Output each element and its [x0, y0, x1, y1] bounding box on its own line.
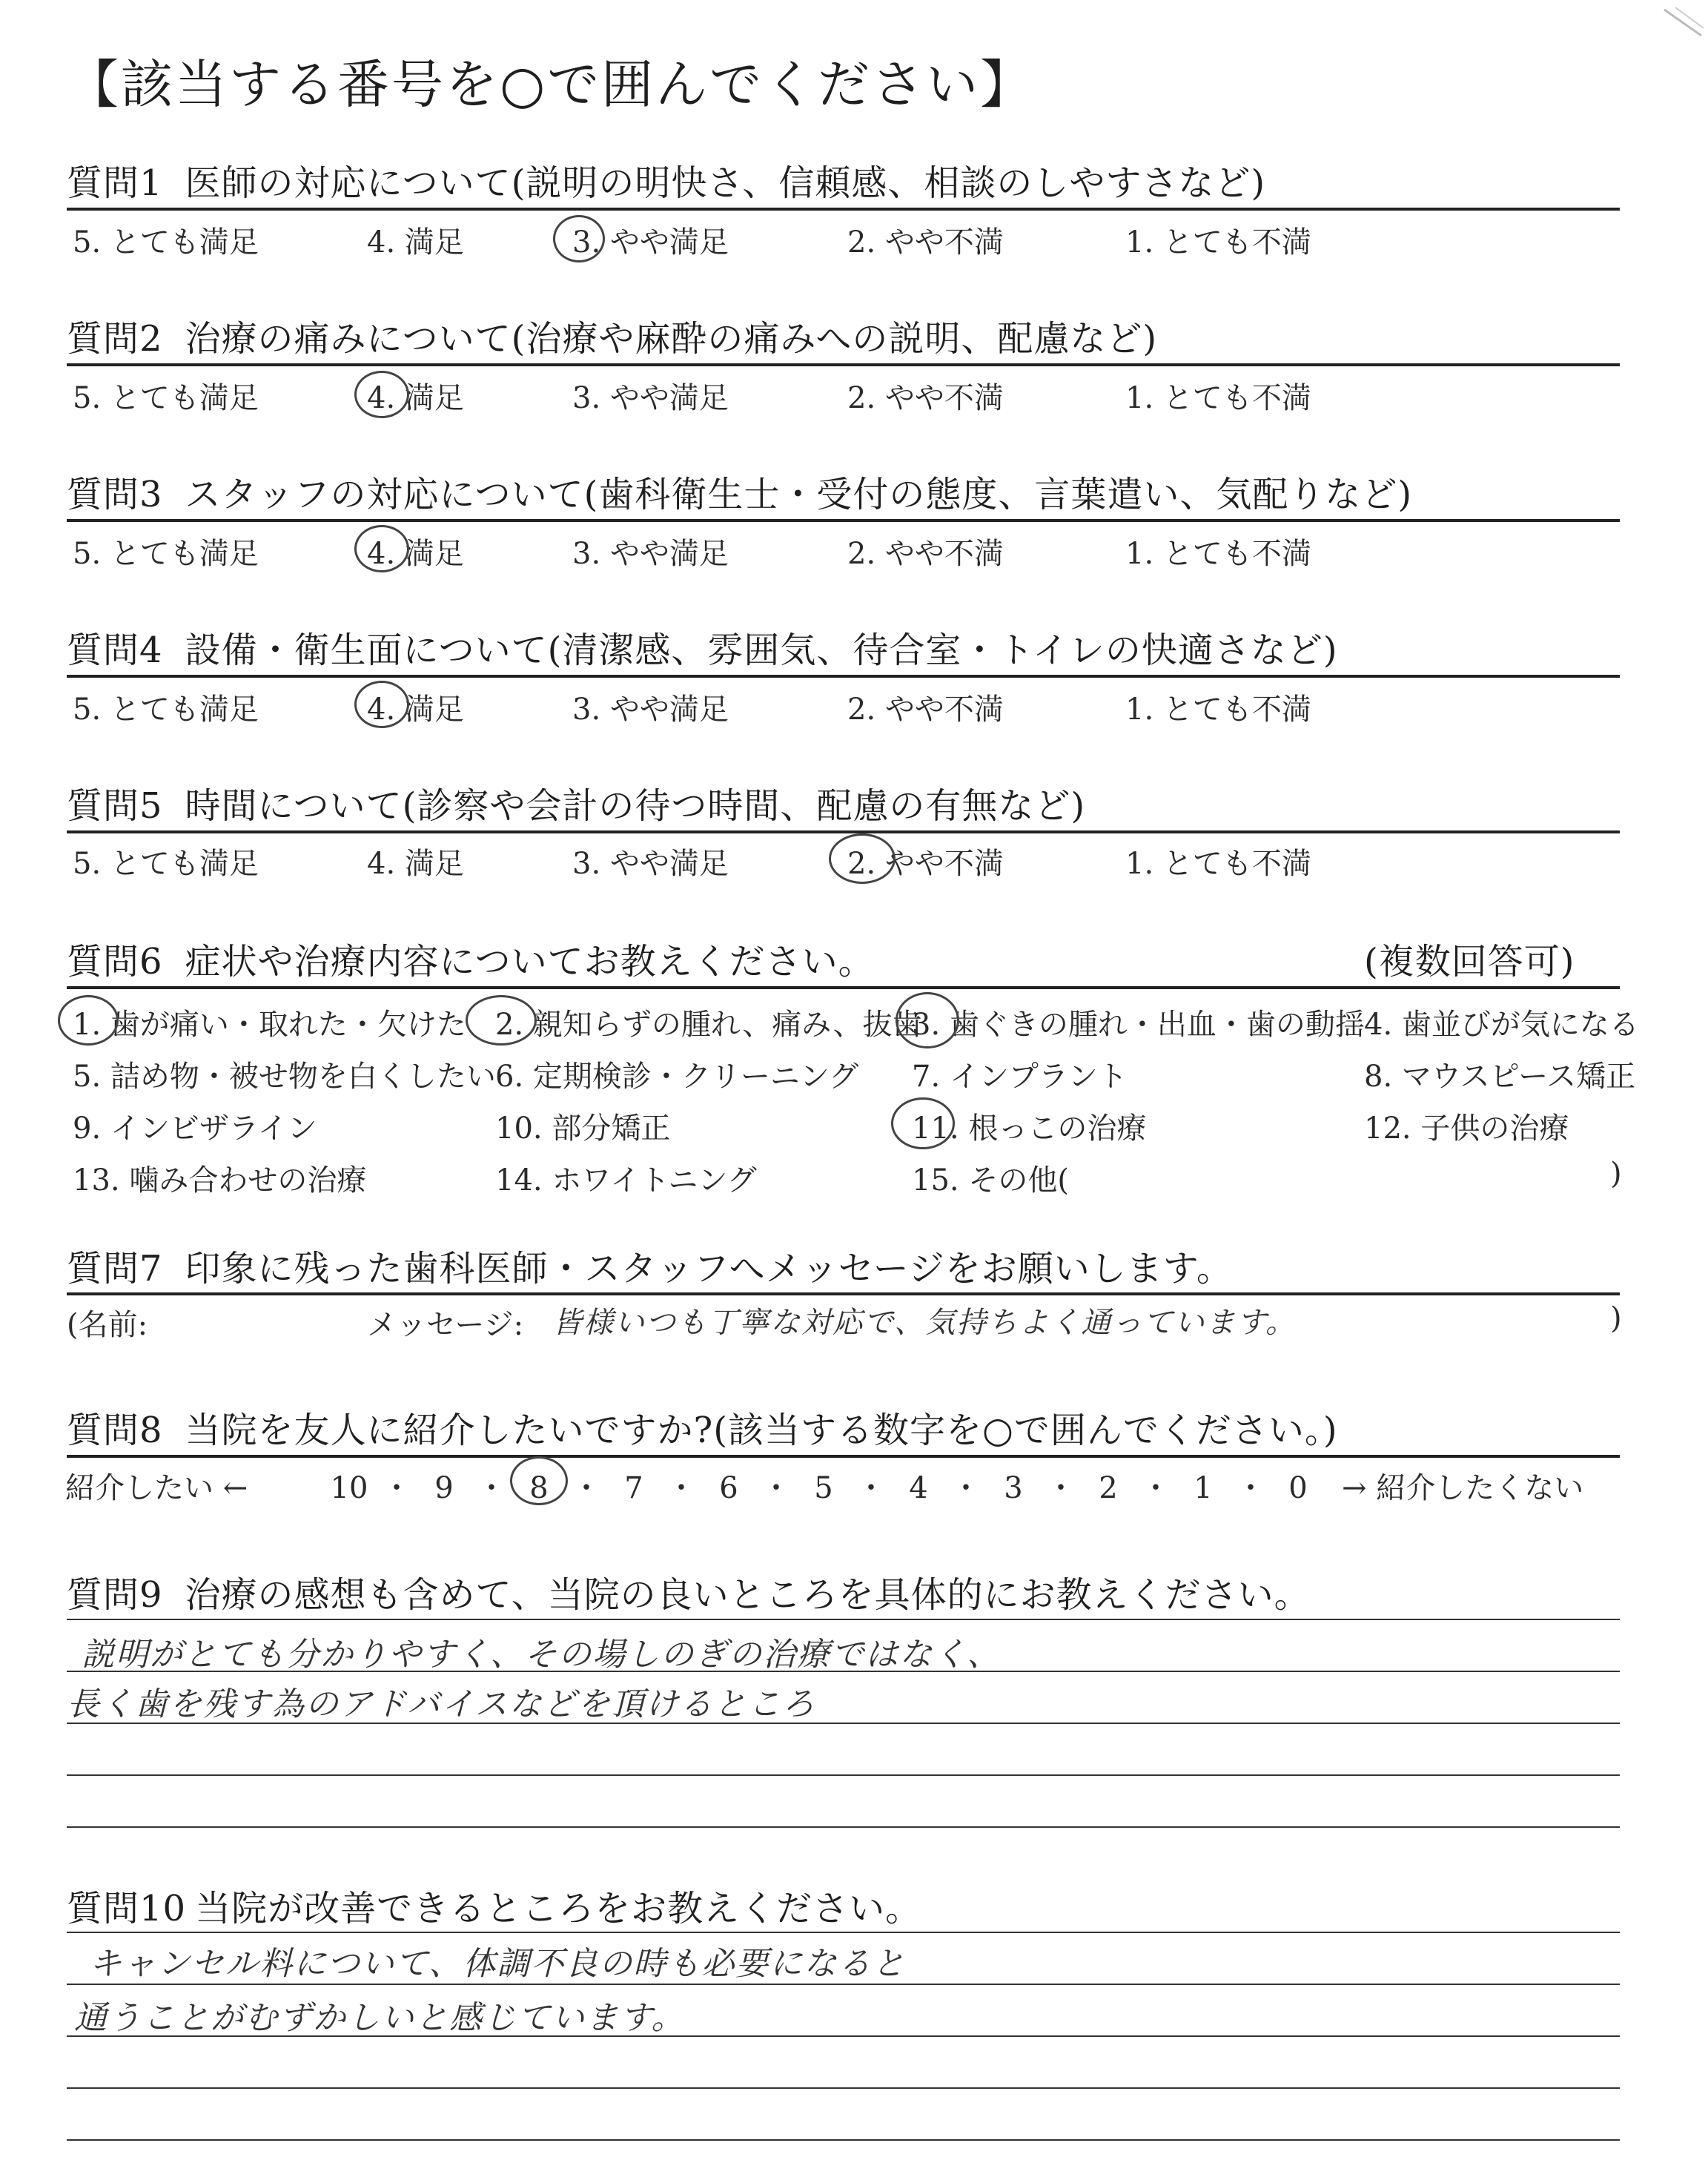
question-5-title: [67, 777, 1085, 828]
q2-option-5[interactable]: 5. とても満足: [73, 381, 259, 415]
question-number: 質問10: [67, 1888, 187, 1929]
question-10-title: [67, 1880, 921, 1931]
question-number: 質問4: [67, 630, 163, 671]
message-label: メッセージ:: [367, 1308, 524, 1342]
q5-option-4[interactable]: 4. 満足: [367, 847, 464, 881]
q1-option-3[interactable]: 3. やや満足: [572, 225, 729, 260]
question-2-title: [67, 310, 1157, 361]
answer-line: [67, 1826, 1620, 1828]
question-number: 質問3: [67, 474, 163, 515]
answer-line: [67, 2087, 1620, 2089]
question-1-title: [67, 154, 1265, 205]
other-close-paren: ): [1610, 1157, 1622, 1191]
q2-option-4[interactable]: 4. 満足: [367, 381, 464, 415]
question-text: 印象に残った歯科医師・スタッフへメッセージをお願いします。: [185, 1248, 1233, 1289]
scale-separator: ・: [761, 1471, 791, 1505]
q6-item-12[interactable]: 12. 子供の治療: [1364, 1112, 1569, 1146]
q6-item-7[interactable]: 7. インプラント: [912, 1060, 1128, 1094]
message-answer[interactable]: 皆様いつも丁寧な対応で、気持ちよく通っています。: [552, 1306, 1297, 1340]
question-4-title: [67, 621, 1338, 673]
q5-option-3[interactable]: 3. やや満足: [572, 847, 729, 881]
q10-answer-line-2[interactable]: 通うことがむずかしいと感じています。: [74, 1999, 686, 2037]
scale-separator: ・: [666, 1471, 696, 1505]
q3-option-4[interactable]: 4. 満足: [367, 537, 464, 571]
form-header: 【該当する番号を○で囲んでください】: [67, 54, 1035, 115]
divider: [67, 986, 1620, 989]
q6-item-5[interactable]: 5. 詰め物・被せ物を白くしたい: [73, 1060, 496, 1094]
question-number: 質問6: [67, 941, 163, 982]
scale-separator: ・: [382, 1471, 411, 1505]
question-text: 当院が改善できるところをお教えください。: [195, 1888, 922, 1929]
q6-item-9[interactable]: 9. インビザライン: [73, 1112, 317, 1146]
recommend-right-label: → 紹介したくない: [1342, 1471, 1584, 1505]
q6-item-2[interactable]: 2. 親知らずの腫れ、痛み、抜歯: [495, 1008, 922, 1042]
q1-option-1[interactable]: 1. とても不満: [1125, 225, 1311, 260]
scale-value-4[interactable]: 4: [909, 1471, 928, 1505]
q2-option-1[interactable]: 1. とても不満: [1125, 381, 1311, 415]
question-number: 質問7: [67, 1248, 163, 1289]
question-8-title: [67, 1401, 1338, 1453]
divider: [67, 675, 1620, 678]
q6-item-4[interactable]: 4. 歯並びが気になる: [1364, 1008, 1639, 1042]
q3-option-5[interactable]: 5. とても満足: [73, 537, 259, 571]
divider: [67, 1455, 1620, 1458]
q9-answer-line-1[interactable]: 説明がとても分かりやすく、その場しのぎの治療ではなく、: [82, 1636, 1002, 1674]
q4-option-1[interactable]: 1. とても不満: [1125, 693, 1311, 727]
q6-item-15[interactable]: 15. その他(: [912, 1163, 1069, 1198]
scale-separator: ・: [477, 1471, 506, 1505]
question-text: 症状や治療内容についてお教えください。: [185, 941, 875, 982]
scale-separator: ・: [951, 1471, 981, 1505]
multiple-answer-note: (複数回答可): [1364, 941, 1575, 982]
q6-item-13[interactable]: 13. 噛み合わせの治療: [73, 1163, 367, 1198]
scale-separator: ・: [1046, 1471, 1076, 1505]
divider: [67, 363, 1620, 366]
answer-line: [67, 2139, 1620, 2141]
scale-value-3[interactable]: 3: [1004, 1471, 1023, 1505]
scale-separator: ・: [1141, 1471, 1171, 1505]
question-number: 質問1: [67, 162, 163, 204]
message-close-paren: ): [1610, 1301, 1622, 1335]
question-text: 治療の痛みについて(治療や麻酔の痛みへの説明、配慮など): [185, 318, 1158, 360]
q3-option-2[interactable]: 2. やや不満: [847, 537, 1004, 571]
question-text: 医師の対応について(説明の明快さ、信頼感、相談のしやすさなど): [185, 162, 1266, 204]
question-number: 質問2: [67, 318, 163, 360]
q6-item-8[interactable]: 8. マウスピース矯正: [1364, 1060, 1636, 1094]
q6-item-10[interactable]: 10. 部分矯正: [495, 1112, 671, 1146]
scale-value-2[interactable]: 2: [1099, 1471, 1118, 1505]
question-number: 質問5: [67, 785, 163, 827]
q6-item-11[interactable]: 11. 根っこの治療: [912, 1112, 1147, 1146]
question-number: 質問9: [67, 1574, 163, 1616]
question-6-title: [67, 933, 875, 984]
scale-separator: ・: [1236, 1471, 1265, 1505]
divider: [67, 208, 1620, 211]
question-text: 設備・衛生面について(清潔感、雰囲気、待合室・トイレの快適さなど): [185, 630, 1338, 671]
scale-value-0[interactable]: 0: [1288, 1471, 1308, 1505]
answer-line: [67, 1774, 1620, 1776]
q6-item-14[interactable]: 14. ホワイトニング: [495, 1163, 757, 1198]
answer-line: [67, 1619, 1620, 1620]
question-text: 時間について(診察や会計の待つ時間、配慮の有無など): [185, 785, 1086, 827]
scale-value-1[interactable]: 1: [1194, 1471, 1213, 1505]
q4-option-2[interactable]: 2. やや不満: [847, 693, 1004, 727]
scale-value-6[interactable]: 6: [719, 1471, 738, 1505]
question-9-title: [67, 1566, 1311, 1617]
question-text: スタッフの対応について(歯科衛生士・受付の態度、言葉遣い、気配りなど): [185, 474, 1413, 515]
scale-separator: ・: [572, 1471, 601, 1505]
question-3-title: [67, 466, 1412, 517]
q1-option-2[interactable]: 2. やや不満: [847, 225, 1004, 260]
q9-answer-line-2[interactable]: 長く歯を残す為のアドバイスなどを頂けるところ: [67, 1685, 816, 1723]
scale-value-5[interactable]: 5: [814, 1471, 833, 1505]
q4-option-5[interactable]: 5. とても満足: [73, 693, 259, 727]
scale-value-9[interactable]: 9: [434, 1471, 454, 1505]
scale-value-10[interactable]: 10: [330, 1471, 368, 1505]
q3-option-1[interactable]: 1. とても不満: [1125, 537, 1311, 571]
q4-option-3[interactable]: 3. やや満足: [572, 693, 729, 727]
scale-value-7[interactable]: 7: [624, 1471, 643, 1505]
scan-corner-mark: [1661, 6, 1705, 43]
q5-option-1[interactable]: 1. とても不満: [1125, 847, 1311, 881]
question-text: 当院を友人に紹介したいですか?(該当する数字を○で囲んでください。): [185, 1410, 1338, 1451]
divider: [67, 1292, 1620, 1295]
q2-option-2[interactable]: 2. やや不満: [847, 381, 1004, 415]
q1-option-5[interactable]: 5. とても満足: [73, 225, 259, 260]
scale-value-8[interactable]: 8: [529, 1471, 549, 1505]
q10-answer-line-1[interactable]: キャンセル料について、体調不良の時も必要になると: [89, 1945, 907, 1983]
q4-option-4[interactable]: 4. 満足: [367, 693, 464, 727]
divider: [67, 830, 1620, 833]
recommend-left-label: 紹介したい ←: [65, 1471, 248, 1505]
q1-option-4[interactable]: 4. 満足: [367, 225, 464, 260]
q6-item-3[interactable]: 3. 歯ぐきの腫れ・出血・歯の動揺: [912, 1008, 1365, 1042]
q2-option-3[interactable]: 3. やや満足: [572, 381, 729, 415]
q6-item-6[interactable]: 6. 定期検診・クリーニング: [495, 1060, 859, 1094]
divider: [67, 519, 1620, 522]
q5-option-5[interactable]: 5. とても満足: [73, 847, 259, 881]
scale-separator: ・: [856, 1471, 886, 1505]
q5-option-2[interactable]: 2. やや不満: [847, 847, 1004, 881]
name-label: (名前:: [67, 1308, 148, 1342]
question-text: 治療の感想も含めて、当院の良いところを具体的にお教えください。: [185, 1574, 1311, 1616]
q6-item-1[interactable]: 1. 歯が痛い・取れた・欠けた: [73, 1008, 466, 1042]
question-number: 質問8: [67, 1410, 163, 1451]
q3-option-3[interactable]: 3. やや満足: [572, 537, 729, 571]
question-7-title: [67, 1240, 1233, 1291]
answer-line: [67, 1932, 1620, 1933]
recommend-scale: [326, 1464, 1321, 1507]
